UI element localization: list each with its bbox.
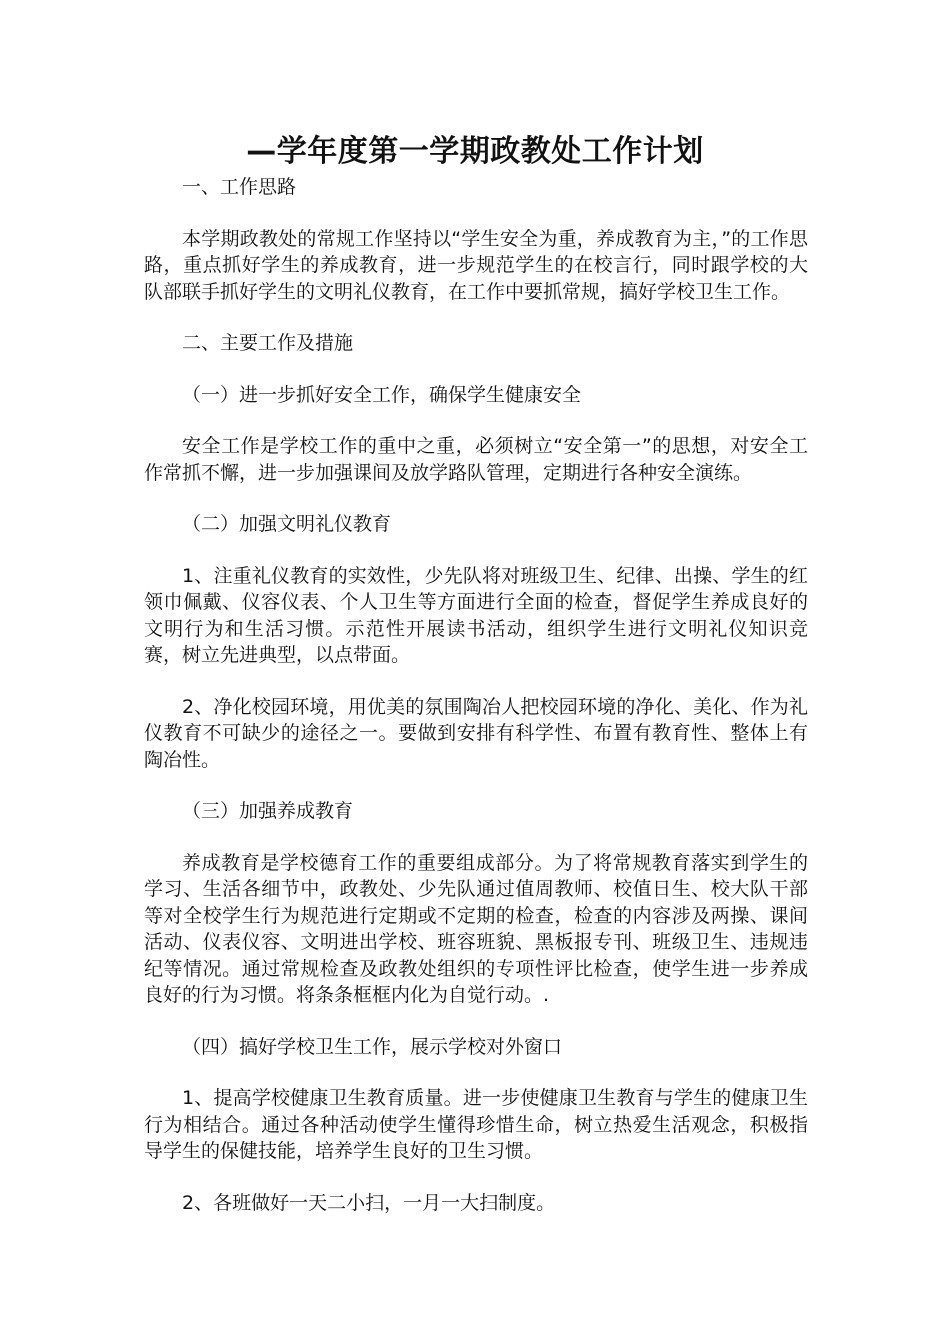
subheading-safety: （一）进一步抓好安全工作，确保学生健康安全 bbox=[182, 383, 582, 406]
paragraph-hygiene-1: 1、提高学校健康卫生教育质量。进一步使健康卫生教育与学生的健康卫生行为相结合。通过各种活动使学生懂得珍惜生命，树立热爱生活观念，积极指导学生的保健技能，培养学生良好的卫生习惯。 bbox=[144, 1087, 808, 1162]
paragraph-etiquette-1: 1、注重礼仪教育的实效性，少先队将对班级卫生、纪律、出操、学生的红领巾佩戴、仪容仪表、个人卫生等方面进行全面的检查，督促学生养成良好的文明行为和生活习惯。示范性开展读书活动，组织学生进行文明礼仪知识竞赛，树立先进典型，以点带面。 bbox=[144, 564, 808, 666]
document-title: —学年度第一学期政教处工作计划 bbox=[246, 134, 704, 169]
section-heading-main-work: 二、主要工作及措施 bbox=[182, 332, 354, 354]
paragraph-hygiene-2: 2、各班做好一天二小扫，一月一大扫制度。 bbox=[182, 1191, 556, 1214]
subheading-hygiene: （四）搞好学校卫生工作，展示学校对外窗口 bbox=[182, 1035, 563, 1058]
paragraph-etiquette-2: 2、净化校园环境，用优美的氛围陶冶人把校园环境的净化、美化、作为礼仪教育不可缺少的途径之一。要做到安排有科学性、布置有教育性、整体上有陶冶性。 bbox=[144, 695, 808, 771]
paragraph-habit-education: 养成教育是学校德育工作的重要组成部分。为了将常规教育落实到学生的学习、生活各细节中，政教处、少先队通过值周教师、校值日生、校大队干部等对全校学生行为规范进行定期或不定期的检查，检查的内容涉及两操、课间活动、仪表仪容、文明进出学校、班容班貌、黑板报专刊、班级卫生、违规违纪等情况。通过常规检查及政教处组织的专项性评比检查，使学生进一步养成良好的行为习惯。将条条框框内化为自觉行动。. bbox=[144, 851, 808, 1006]
paragraph-work-approach: 本学期政教处的常规工作坚持以“学生安全为重，养成教育为主，”的工作思路，重点抓好学生的养成教育，进一步规范学生的在校言行，同时跟学校的大队部联手抓好学生的文明礼仪教育，在工作中要抓常规，搞好学校卫生工作。 bbox=[144, 227, 808, 303]
paragraph-safety: 安全工作是学校工作的重中之重，必须树立“安全第一”的思想，对安全工作常抓不懈，进一步加强课间及放学路队管理，定期进行各种安全演练。 bbox=[144, 435, 808, 484]
section-heading-work-approach: 一、工作思路 bbox=[182, 176, 297, 198]
subheading-habit-education: （三）加强养成教育 bbox=[182, 800, 354, 822]
subheading-etiquette: （二）加强文明礼仪教育 bbox=[182, 513, 392, 535]
document-body bbox=[144, 174, 808, 1241]
